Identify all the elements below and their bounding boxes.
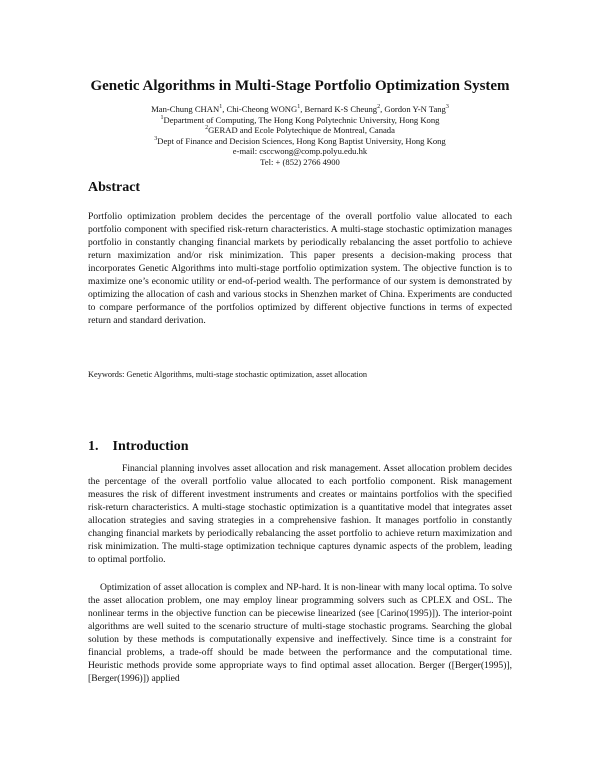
affiliation-line bbox=[40, 115, 560, 126]
introduction-paragraph: Financial planning involves asset allocation and risk management. Asset allocation problem decides the percentage of the overall portfolio value allocated to each portfolio component. Risk management measures the risk of different investment instruments and creates or maintains portfolios with the specified risk-return characteristics. A multi-stage stochastic optimization is a quantitative model that integrates asset allocation strategies and saving strategies in a comprehensive fashion. It manages portfolio in constantly changing financial markets by periodically rebalancing the asset portfolio to achieve return maximization and risk minimization. The multi-stage optimization technique captures dynamic aspects of the problem, leading to optimal portfolio. bbox=[88, 463, 512, 566]
abstract-body: Portfolio optimization problem decides the percentage of the overall portfolio value allocated to each portfolio component with specified risk-return characteristics. A multi-stage stochastic optimization manages portfolio in constantly changing financial markets by periodically rebalancing the asset portfolio to achieve return maximization and/or risk minimization. This paper presents a decision-making process that incorporates Genetic Algorithms into multi-stage portfolio optimization system. The objective function is to maximize one’s economic utility or end-of-period wealth. The performance of our system is demonstrated by optimizing the allocation of cash and various stocks in Shenzhen market of China. Experiments are conducted to compare performance of the portfolios optimized by different objective functions in terms of expected return and standard derivation. bbox=[88, 211, 512, 327]
author-affiliation-mark: 1 bbox=[219, 104, 223, 110]
paper-title: Genetic Algorithms in Multi-Stage Portfolio Optimization System bbox=[90, 78, 510, 94]
author-affiliation-mark: 2 bbox=[377, 104, 381, 110]
affiliation-line bbox=[40, 136, 560, 147]
author-name: Man-Chung CHAN bbox=[151, 104, 220, 114]
affiliation-mark: 3 bbox=[154, 135, 158, 142]
author-line: Man-Chung CHAN$^1$, Chi-Cheong WONG$^1$, Bernard K-S Cheung$^2$, Gordon Y-N Tang$^3$ bbox=[151, 104, 449, 114]
contact-phone: Tel: + (852) 2766 4900 bbox=[260, 156, 340, 167]
affiliation-mark: 1 bbox=[160, 114, 164, 121]
author-block bbox=[40, 104, 560, 168]
author-name: Bernard K-S Cheung bbox=[304, 104, 378, 114]
abstract-heading: Abstract bbox=[88, 180, 141, 195]
keywords: Keywords: Genetic Algorithms, multi-stage stochastic optimization, asset allocation bbox=[88, 370, 368, 379]
author-name: Gordon Y-N Tang bbox=[384, 104, 446, 114]
affiliation-line bbox=[40, 125, 560, 136]
author-affiliation-mark: 3 bbox=[445, 104, 449, 110]
author-affiliation-mark: 1 bbox=[297, 104, 301, 110]
author-name: Chi-Cheong WONG bbox=[226, 104, 298, 114]
introduction-paragraph: Optimization of asset allocation is complex and NP-hard. It is non-linear with many local optima. To solve the asset allocation problem, one may employ linear programming solvers such as CPLEX and OSL. The nonlinear terms in the objective function can be piecewise linearized (see [Carino(1995)]). The interior-point algorithms are well suited to the scenario structure of multi-stage stochastic programs. Searching the global solution by these methods is computationally expensive and ineffectively. Since time is a constraint for financial problems, a trade-off should be made between the performance and the computational time. Heuristic methods provide some appropriate ways to find optimal asset allocation. Berger ([Berger(1995)], [Berger(1996)]) applied bbox=[88, 582, 512, 685]
affiliation-text: Dept of Finance and Decision Sciences, Hong Kong Baptist University, Hong Kong bbox=[157, 135, 446, 146]
introduction-heading: 1. Introduction bbox=[88, 439, 189, 454]
affiliation-text: Department of Computing, The Hong Kong Polytechnic University, Hong Kong bbox=[163, 114, 440, 125]
affiliation-mark: 2 bbox=[205, 125, 209, 132]
affiliation-text: GERAD and Ecole Polytechique de Montreal, Canada bbox=[208, 125, 395, 136]
contact-email: e-mail: csccwong@comp.polyu.edu.hk bbox=[232, 146, 368, 157]
